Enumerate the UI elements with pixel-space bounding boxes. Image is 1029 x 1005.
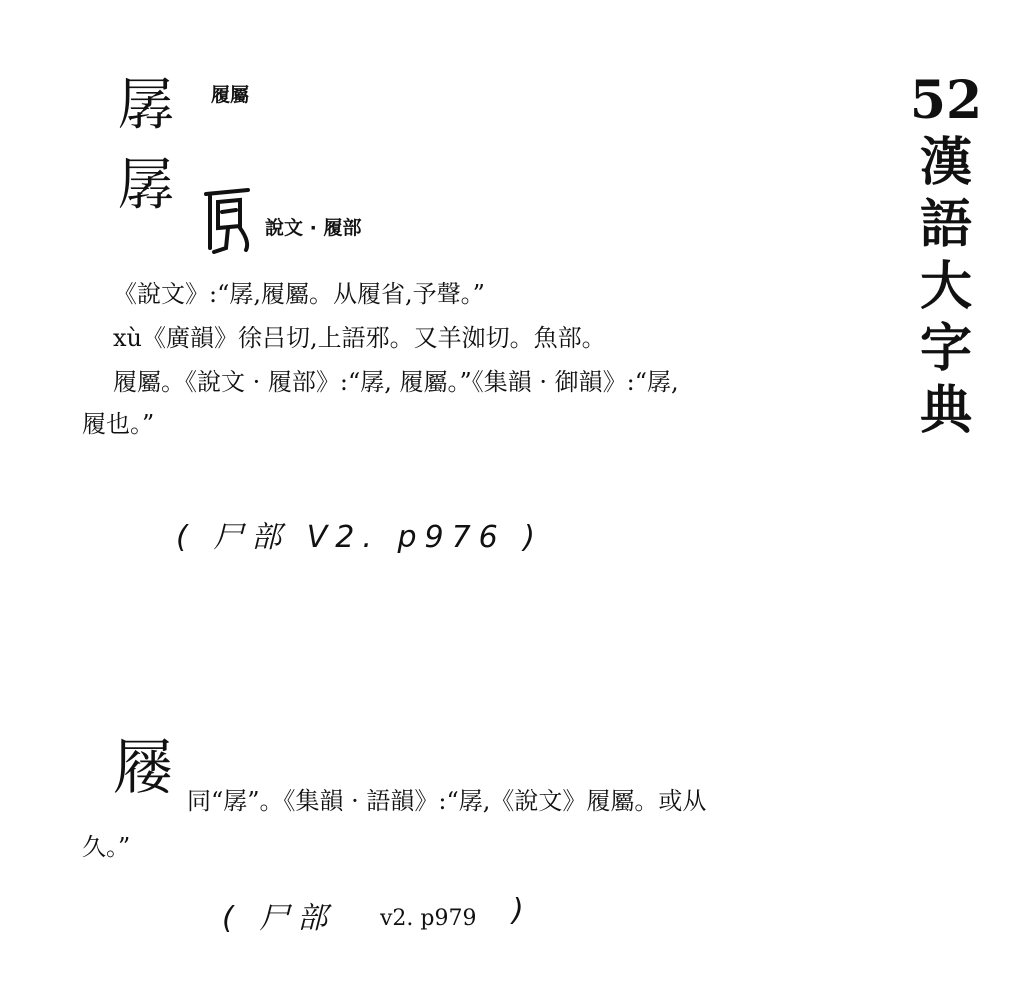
- entry1-line-2: xù《廣韻》徐吕切,上語邪。又羊洳切。魚部。: [113, 324, 606, 352]
- handwritten-reference-2-prefix: ( 尸部: [222, 901, 336, 936]
- entry2-line-2: 久。”: [82, 833, 131, 861]
- entry1-line-4: 履也。”: [82, 410, 155, 438]
- title-char-4: 字: [919, 318, 972, 379]
- entry1-line-1: 《說文》:“孱,履屬。从履省,予聲。”: [113, 280, 485, 308]
- title-char-3: 大: [919, 256, 972, 317]
- handwritten-reference-2-close: ): [512, 893, 532, 928]
- handwritten-reference-2-page: v2. p979: [380, 906, 477, 931]
- entry2-line-1: 同“孱”。《集韻 · 語韻》:“孱,《說文》履屬。或从: [187, 787, 707, 815]
- entry2-head-char: 屦: [113, 733, 173, 803]
- title-char-1: 漢: [919, 132, 972, 193]
- sidebar-title: [906, 70, 986, 442]
- entry1-variant-note: 履屬: [211, 84, 250, 106]
- title-char-2: 語: [919, 194, 972, 255]
- entry1-head-char-1: 孱: [118, 73, 174, 138]
- seal-script-glyph: [200, 182, 258, 254]
- entry1-line-3: 履屬。《說文 · 履部》:“孱, 履屬。”《集韻 · 御韻》:“孱,: [113, 368, 679, 396]
- seal-source-label: 說文 · 履部: [265, 217, 362, 239]
- page-number: 52: [909, 70, 983, 131]
- handwritten-reference-1: ( 尸部 V2. p976 ): [176, 520, 544, 555]
- title-char-5: 典: [919, 380, 972, 441]
- entry1-head-char-2: 孱: [118, 153, 174, 218]
